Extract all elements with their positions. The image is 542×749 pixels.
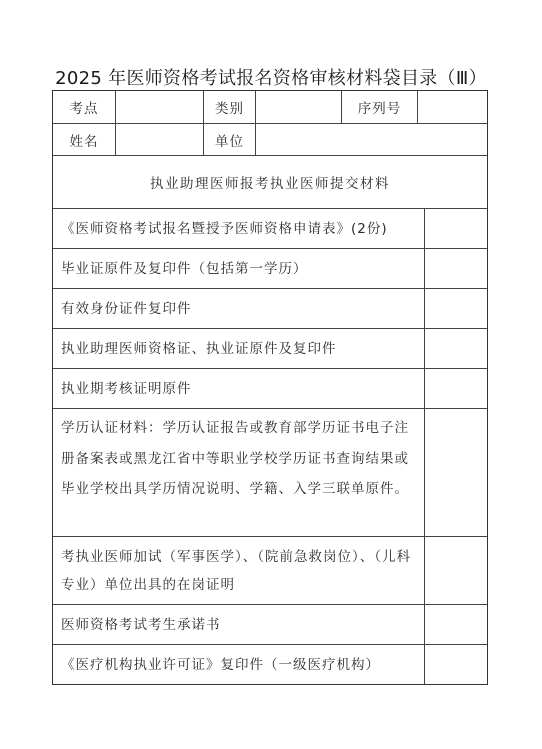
item-text: 《医疗机构执业许可证》复印件（一级医疗机构） bbox=[61, 656, 380, 673]
table-row bbox=[53, 368, 487, 408]
name-value[interactable] bbox=[115, 124, 203, 155]
document-title: 2025 年医师资格考试报名资格审核材料袋目录（Ⅲ） bbox=[55, 68, 487, 89]
table-row bbox=[53, 248, 487, 288]
item-check-cell[interactable] bbox=[424, 329, 487, 368]
category-value[interactable] bbox=[255, 91, 341, 123]
section-title: 执业助理医师报考执业医师提交材料 bbox=[150, 176, 390, 192]
item-check-cell[interactable] bbox=[424, 537, 487, 604]
item-text: 《医师资格考试报名暨授予医师资格申请表》(2份) bbox=[61, 220, 388, 237]
item-check-cell[interactable] bbox=[424, 209, 487, 248]
table-row bbox=[53, 208, 487, 248]
item-text: 考执业医师加试（军事医学）、（院前急救岗位）、（儿科专业）单位出具的在岗证明 bbox=[61, 549, 411, 593]
item-text: 学历认证材料：学历认证报告或教育部学历证书电子注册备案表或黑龙江省中等职业学校学历证书查询结果或毕业学校出具学历情况说明、学籍、入学三联单原件。 bbox=[61, 420, 409, 497]
item-check-cell[interactable] bbox=[424, 249, 487, 288]
table-row bbox=[53, 536, 487, 604]
serial-number-value[interactable] bbox=[417, 91, 487, 123]
table-row bbox=[53, 644, 487, 684]
category-label: 类别 bbox=[203, 91, 255, 123]
serial-number-label: 序列号 bbox=[341, 91, 417, 123]
item-check-cell[interactable] bbox=[424, 289, 487, 328]
name-label: 姓名 bbox=[69, 133, 99, 150]
item-text: 毕业证原件及复印件（包括第一学历） bbox=[61, 260, 308, 277]
item-text: 有效身份证件复印件 bbox=[61, 300, 192, 317]
item-text: 执业助理医师资格证、执业证原件及复印件 bbox=[61, 340, 337, 357]
unit-value[interactable] bbox=[255, 124, 487, 155]
table-row bbox=[53, 288, 487, 328]
table-row bbox=[53, 328, 487, 368]
header-row-1 bbox=[53, 91, 487, 123]
exam-site-label: 考点 bbox=[69, 101, 99, 117]
table-row bbox=[53, 408, 487, 536]
materials-table bbox=[52, 90, 488, 685]
section-row bbox=[53, 155, 487, 208]
header-row-2 bbox=[53, 123, 487, 155]
item-check-cell[interactable] bbox=[424, 605, 487, 644]
item-check-cell[interactable] bbox=[424, 409, 487, 536]
item-check-cell[interactable] bbox=[424, 369, 487, 408]
table-row bbox=[53, 604, 487, 644]
item-text: 医师资格考试考生承诺书 bbox=[61, 616, 221, 633]
exam-site-value[interactable] bbox=[115, 91, 203, 123]
item-check-cell[interactable] bbox=[424, 645, 487, 684]
unit-label: 单位 bbox=[203, 124, 255, 155]
item-text: 执业期考核证明原件 bbox=[61, 380, 192, 397]
